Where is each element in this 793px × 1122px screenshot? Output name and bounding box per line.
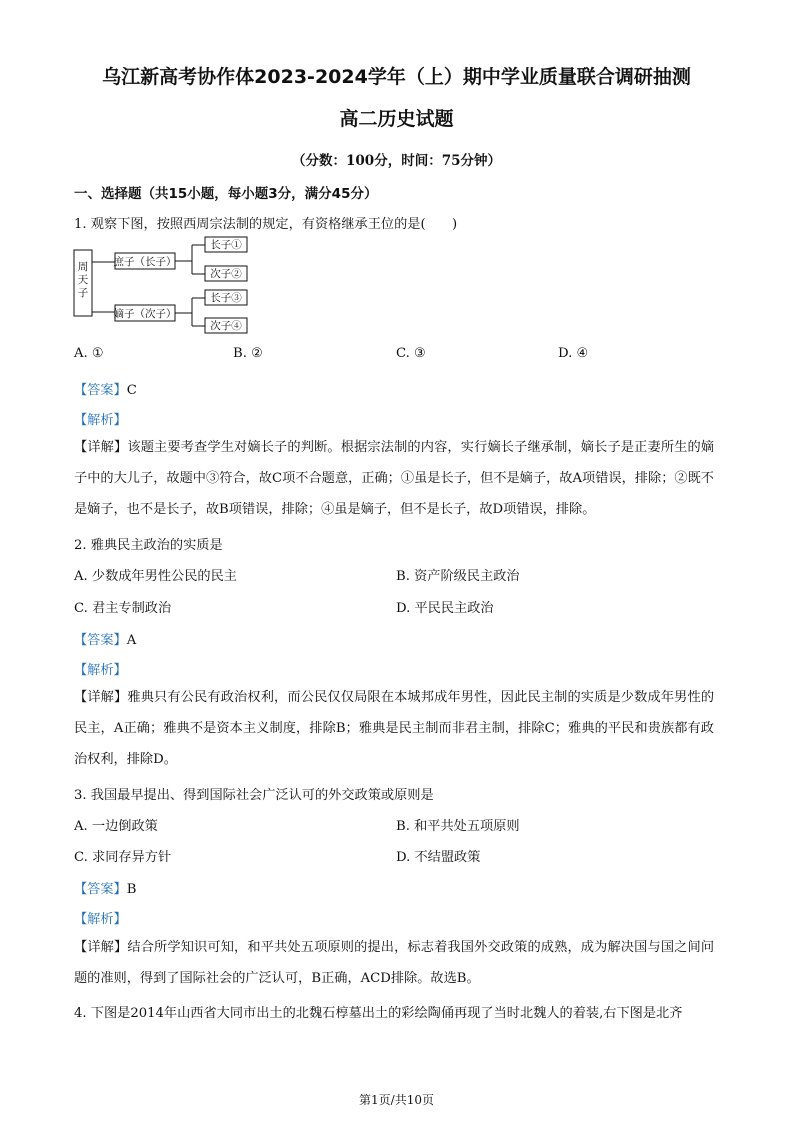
q1-option-b: B. ② (233, 346, 263, 361)
q2-option-b: B. 资产阶级民主政治 (396, 569, 520, 584)
q3-option-a: A. 一边倒政策 (74, 819, 158, 834)
detail-text: 结合所学知识可知，和平共处五项原则的提出，标志着我国外交政策的成熟，成为解决国与国之间问题的准则，得到了国际社会的广泛认可，B正确，ACD排除。故选B。 (74, 940, 715, 986)
exam-title: 乌江新高考协作体2023-2024学年（上）期中学业质量联合调研抽测 (102, 66, 691, 88)
exam-subtitle: 高二历史试题 (339, 108, 454, 130)
answer-tag: 【答案】 (74, 383, 127, 398)
answer-value: B (126, 882, 137, 897)
score-time: （分数：100分，时间：75分钟） (292, 153, 501, 169)
child4-label: 次子④ (210, 320, 242, 332)
q3-detail (74, 932, 714, 994)
branch1-label: 庶子（长子） (113, 256, 177, 268)
detail-text: 该题主要考查学生对嫡长子的判断。根据宗法制的内容，实行嫡长子继承制，嫡长子是正妻所生的嫡子中的大儿子，故题中③符合，故C项不合题意，正确；①虽是长子，但不是嫡子，故A项错误，排除；②既不是嫡子，也不是长子，故B项错误，排除；④虽是嫡子，但不是长子，故D项错误，排除。 (74, 440, 715, 517)
q1-detail (74, 432, 714, 525)
child1-label: 长子① (210, 239, 242, 251)
q1-answer (74, 379, 137, 398)
q3-option-d: D. 不结盟政策 (396, 850, 481, 865)
q3-answer (74, 878, 136, 897)
lineage-diagram (72, 234, 262, 338)
detail-tag: 【详解】 (74, 690, 128, 705)
q4-stem: 4. 下图是2014年山西省大同市出土的北魏石椁墓出土的彩绘陶俑再现了当时北魏人的着装,右下图是北齐 (74, 1006, 683, 1021)
q2-analysis-tag: 【解析】 (74, 663, 127, 678)
answer-value: A (126, 633, 137, 648)
q1-stem: 1. 观察下图，按照西周宗法制的规定，有资格继承王位的是( ) (74, 217, 458, 232)
q3-stem: 3. 我国最早提出、得到国际社会广泛认可的外交政策或原则是 (74, 788, 434, 803)
q1-option-a: A. ① (74, 346, 104, 361)
q1-option-c: C. ③ (396, 346, 426, 361)
q2-option-d: D. 平民民主政治 (396, 601, 494, 616)
answer-tag: 【答案】 (74, 633, 127, 648)
q3-option-b: B. 和平共处五项原则 (396, 819, 520, 834)
q2-option-a: A. 少数成年男性公民的民主 (74, 569, 237, 584)
answer-tag: 【答案】 (74, 882, 127, 897)
q1-analysis-tag: 【解析】 (74, 413, 127, 428)
q2-detail (74, 682, 714, 775)
root-label: 周天子 (77, 261, 89, 299)
q3-option-c: C. 求同存异方针 (74, 850, 172, 865)
child2-label: 次子② (210, 268, 242, 280)
page-footer: 第1页/共10页 (359, 1093, 434, 1107)
detail-tag: 【详解】 (74, 440, 128, 455)
q2-stem: 2. 雅典民主政治的实质是 (74, 538, 223, 553)
q2-option-c: C. 君主专制政治 (74, 601, 172, 616)
answer-value: C (126, 383, 137, 398)
detail-text: 雅典只有公民有政治权利，而公民仅仅局限在本城邦成年男性，因此民主制的实质是少数成年男性的民主，A正确；雅典不是资本主义制度，排除B；雅典是民主制而非君主制，排除C；雅典的平民和贵族都有政治权利，排除D。 (74, 690, 715, 767)
q1-option-d: D. ④ (558, 346, 589, 361)
child3-label: 长子③ (210, 292, 242, 304)
q3-analysis-tag: 【解析】 (74, 912, 127, 927)
q2-answer (74, 629, 136, 648)
branch2-label: 嫡子（次子） (113, 308, 177, 320)
section-heading: 一、选择题（共15小题，每小题3分，满分45分） (74, 186, 378, 202)
detail-tag: 【详解】 (74, 940, 128, 955)
